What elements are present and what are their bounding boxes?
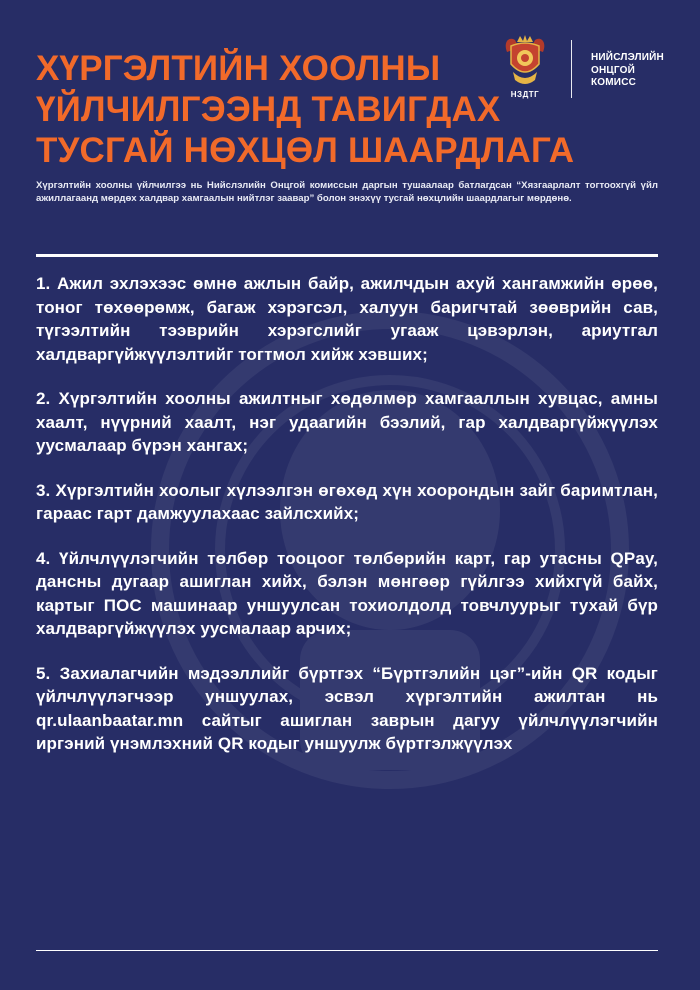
requirement-item-1: 1. Ажил эхлэхээс өмнө ажлын байр, ажилчдын ахуй хангамжийн өрөө, тоног төхөөрөмж, багаж хэрэгсэл, халуун баригчтай зөөврийн сав, түгээлтийн тээврийн хэрэгслийг угааж цэвэрлэн, ариутгал халдваргүйжүүлэлтийг тогтмол хийж хэвших; — [36, 274, 658, 364]
org-line-1: НИЙСЛЭЛИЙН — [591, 52, 664, 63]
requirements-list — [36, 272, 658, 777]
org-line-3: КОМИСС — [591, 77, 637, 88]
title-line-1: ХҮРГЭЛТИЙН ХООЛНЫ — [36, 49, 441, 88]
intro-paragraph: Хүргэлтийн хоолны үйлчилгээ нь Нийслэлийн Онцгой комиссын даргын тушаалаар батлагдсан “Хязгаарлалт тогтоохгүй үйл ажиллагаанд мөрдөх халдвар хамгаалын нийтлэг заавар” болон энэхүү тусгай нөхцлийн шаардлагыг мөрдөнө. — [36, 180, 658, 204]
top-separator — [36, 254, 658, 257]
emblem-icon — [503, 34, 547, 88]
requirement-item-2: 2. Хүргэлтийн хоолны ажилтныг хөдөлмөр хамгааллын хувцас, амны хаалт, нүүрний хаалт, нэг удаагийн бээлий, гар халдваргүйжүүлэх уусмалаар бүрэн хангах; — [36, 389, 658, 455]
bottom-separator — [36, 950, 658, 951]
title-line-3: ТУСГАЙ НӨХЦӨЛ ШААРДЛАГА — [36, 131, 575, 170]
emblem-logo — [497, 34, 553, 104]
header-divider — [571, 40, 572, 98]
title-line-2: ҮЙЛЧИЛГЭЭНД ТАВИГДАХ — [36, 90, 501, 129]
requirement-item-5: 5. Захиалагчийн мэдээллийг бүртгэх “Бүртгэлийн цэг”-ийн QR кодыг үйлчлүүлэгчээр уншуулах, эсвэл хүргэлтийн ажилтан нь qr.ulaanbaatar.mn сайтыг ашиглан заврын дагуу үйлчлүүлэгчийн иргэний үнэмлэхний QR кодыг уншуулж бүртгэлжүүлэх — [36, 663, 658, 753]
organization-name — [591, 52, 691, 90]
org-line-2: ОНЦГОЙ — [591, 64, 636, 76]
emblem-caption: НЗДТГ — [510, 90, 540, 99]
requirement-item-3: 3. Хүргэлтийн хоолыг хүлээлгэн өгөхөд хүн хоорондын зайг баримтлан, гараас гарт дамжуулахаас зайлсхийх; — [36, 480, 658, 523]
requirement-item-4: 4. Үйлчлүүлэгчийн төлбөр тооцоог төлбөрийн карт, гар утасны QPay, дансны дугаар ашиглан хийх, бэлэн мөнгөөр гүйлгээ хийхгүй байх, картыг ПОС машинаар уншуулсан тохиолдолд товчлуурыг тухай бүр халдваргүйжүүлэх уусмалаар арчих; — [36, 548, 658, 638]
